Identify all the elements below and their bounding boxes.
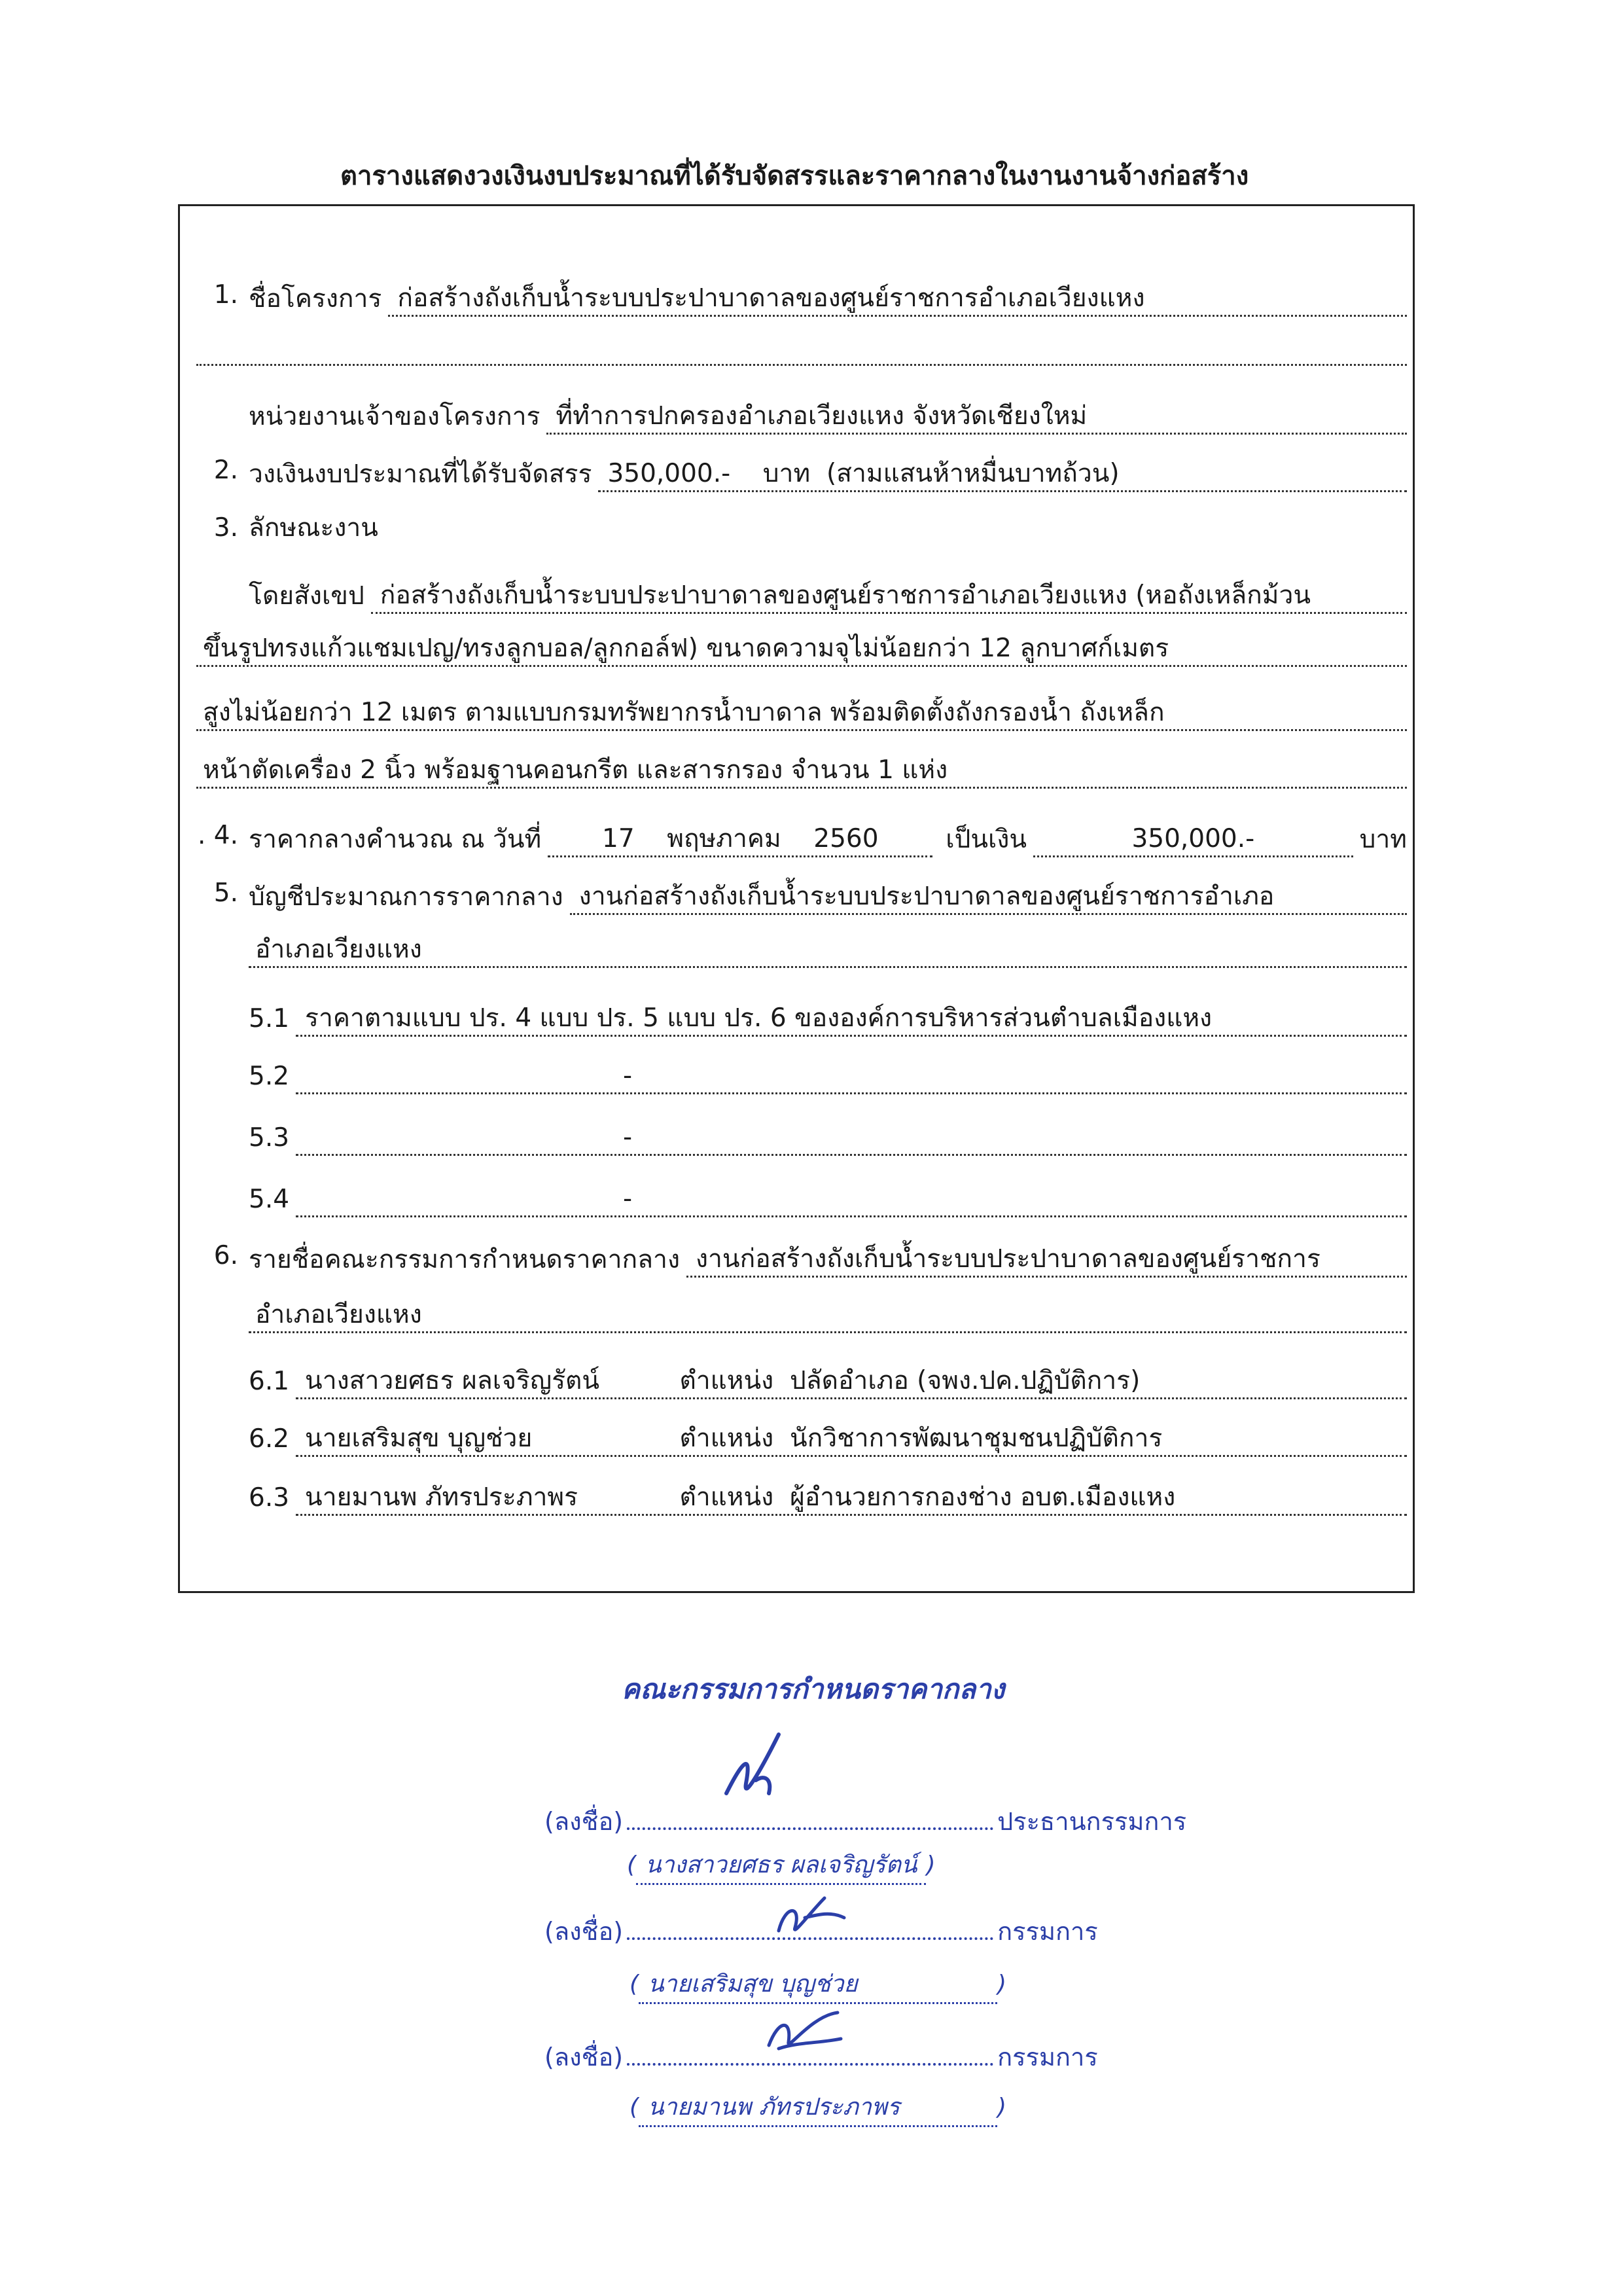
signer-2-sign-label: (ลงชื่อ)	[544, 1917, 624, 1946]
page-title: ตารางแสดงวงเงินงบประมาณที่ได้รับจัดสรรและราคากลางในงานงานจ้างก่อสร้าง	[340, 161, 1249, 191]
signer-1-name-text: นางสาวยศธร ผลเจริญรัตน์	[636, 1846, 926, 1885]
item6-member-2-num: 6.2	[249, 1424, 290, 1454]
item5-sub-3-value: -	[296, 1121, 1407, 1156]
item3-line4	[196, 754, 1407, 793]
item4-amount-label: เป็นเงิน	[946, 825, 1027, 854]
dotted-line	[196, 334, 1407, 366]
item6-member-2-detail	[296, 1422, 1407, 1457]
item6-row	[249, 1238, 1407, 1278]
signature-dots	[627, 2063, 993, 2066]
item5-sub-1	[249, 997, 1407, 1037]
signer-2-signature	[766, 1885, 851, 1944]
signer-3-sign-label: (ลงชื่อ)	[544, 2043, 624, 2072]
item5-value1: งานก่อสร้างถังเก็บน้ำระบบประปาบาดาลของศูนย์ราชการอำเภอ	[570, 880, 1407, 915]
item5-sub-3-num: 5.3	[249, 1123, 290, 1153]
item4-amount: 350,000.-	[1033, 823, 1353, 857]
item4-date	[548, 823, 932, 857]
signer-2-name: ( นายเสริมสุข บุญช่วย )	[629, 1965, 1006, 2004]
item3-desc-line1: ก่อสร้างถังเก็บน้ำระบบประปาบาดาลของศูนย์ราชการอำเภอเวียงแหง (หอถังเหล็กม้วน	[371, 579, 1407, 614]
item6-member-3-position: ผู้อำนวยการกองช่าง อบต.เมืองแหง	[790, 1482, 1176, 1512]
item3-prefix: โดยสังเขป	[249, 581, 364, 611]
signer-1-sign-line	[544, 1801, 1186, 1841]
item1-owner-value: ที่ทำการปกครองอำเภอเวียงแหง จังหวัดเชียงใหม่	[546, 400, 1407, 435]
item6-member-1	[249, 1360, 1407, 1399]
item1-label: ชื่อโครงการ	[249, 284, 382, 314]
item5-label: บัญชีประมาณการราคากลาง	[249, 882, 563, 912]
item1-blank-line	[196, 334, 1407, 373]
signer-1-signature	[707, 1721, 798, 1820]
item4-label: ราคากลางคำนวณ ณ วันที่	[249, 825, 542, 854]
signer-2-role: กรรมการ	[997, 1917, 1098, 1946]
item6-member-1-pos-label: ตำแหน่ง	[679, 1366, 774, 1395]
item5-sub-4-value: -	[296, 1183, 1407, 1217]
item6-member-1-position: ปลัดอำเภอ (จพง.ปค.ปฏิบัติการ)	[790, 1366, 1141, 1395]
item6-number: 6.	[213, 1241, 238, 1270]
item5-line2	[249, 933, 1407, 973]
item5-sub-3	[249, 1117, 1407, 1156]
item6-label: รายชื่อคณะกรรมการกำหนดราคากลาง	[249, 1245, 680, 1274]
item1-owner-row	[249, 395, 1407, 435]
committee-heading: คณะกรรมการกำหนดราคากลาง	[622, 1673, 1005, 1705]
item4-year: 2560	[813, 824, 879, 853]
item6-member-3-pos-label: ตำแหน่ง	[679, 1482, 774, 1512]
item3-label: ลักษณะงาน	[249, 513, 378, 543]
item3-line2	[196, 632, 1407, 672]
item5-sub-2-value: -	[296, 1060, 1407, 1094]
item5-number: 5.	[213, 878, 238, 908]
signer-3-role: กรรมการ	[997, 2043, 1098, 2072]
item5-value2: อำเภอเวียงแหง	[249, 933, 1407, 968]
item3-number: 3.	[213, 513, 238, 543]
item4-unit: บาท	[1359, 825, 1407, 854]
item5-sub-1-num: 5.1	[249, 1004, 290, 1033]
item5-sub-4	[249, 1178, 1407, 1217]
item5-sub-2-num: 5.2	[249, 1062, 290, 1091]
item6-member-2-position: นักวิชาการพัฒนาชุมชนปฏิบัติการ	[790, 1424, 1163, 1453]
item3-line1	[249, 575, 1407, 614]
item4-row	[249, 818, 1407, 857]
item2-amount-value: 350,000.-	[607, 459, 731, 488]
signer-3-signature	[759, 2003, 851, 2062]
signer-1-role: ประธานกรรมการ	[997, 1807, 1187, 1836]
item6-member-1-name: นางสาวยศธร ผลเจริญรัตน์	[305, 1366, 600, 1395]
signer-2-name-text: นายเสริมสุข บุญช่วย	[639, 1965, 997, 2004]
item6-value1: งานก่อสร้างถังเก็บน้ำระบบประปาบาดาลของศูนย์ราชการ	[686, 1243, 1407, 1278]
item6-member-2-pos-label: ตำแหน่ง	[679, 1424, 774, 1453]
item1-project-name-value: ก่อสร้างถังเก็บน้ำระบบประปาบาดาลของศูนย์ราชการอำเภอเวียงแหง	[388, 282, 1407, 317]
item3-desc-line4: หน้าตัดเครื่อง 2 นิ้ว พร้อมฐานคอนกรีต และสารกรอง จำนวน 1 แห่ง	[196, 754, 1407, 789]
signer-3-name: ( นายมานพ ภัทรประภาพร )	[629, 2088, 1006, 2127]
signer-1-sign-label: (ลงชื่อ)	[544, 1807, 624, 1836]
item6-member-2	[249, 1418, 1407, 1457]
item1-project-name-row	[249, 278, 1407, 317]
item6-member-1-num: 6.1	[249, 1367, 290, 1396]
signature-dots	[627, 1827, 993, 1830]
item4-day: 17	[602, 824, 635, 853]
item1-number: 1.	[213, 280, 238, 310]
item2-number: 2.	[213, 456, 238, 485]
signer-3-name-text: นายมานพ ภัทรประภาพร	[639, 2088, 997, 2127]
item3-line3	[196, 696, 1407, 736]
item1-owner-label: หน่วยงานเจ้าของโครงการ	[249, 402, 541, 431]
item2-unit: บาท	[762, 459, 811, 488]
item6-member-3-name: นายมานพ ภัทรประภาพร	[305, 1482, 578, 1512]
item6-line2	[249, 1299, 1407, 1338]
item2-amount	[598, 457, 1407, 492]
item6-member-1-detail	[296, 1365, 1407, 1399]
item6-member-3-num: 6.3	[249, 1483, 290, 1513]
item3-desc-line3: สูงไม่น้อยกว่า 12 เมตร ตามแบบกรมทรัพยากรน้ำบาดาล พร้อมติดตั้งถังกรองน้ำ ถังเหล็ก	[196, 696, 1407, 731]
item4-number: . 4.	[197, 821, 238, 850]
item3-desc-line2: ขึ้นรูปทรงแก้วแชมเปญ/ทรงลูกบอล/ลูกกอล์ฟ) ขนาดความจุไม่น้อยกว่า 12 ลูกบาศก์เมตร	[196, 632, 1407, 667]
item5-sub-1-value: ราคาตามแบบ ปร. 4 แบบ ปร. 5 แบบ ปร. 6 ขององค์การบริหารส่วนตำบลเมืองแหง	[296, 1002, 1407, 1037]
item6-member-2-name: นายเสริมสุข บุญช่วย	[305, 1424, 533, 1453]
item6-member-3-detail	[296, 1481, 1407, 1516]
item6-member-3	[249, 1477, 1407, 1516]
signer-1-name: ( นางสาวยศธร ผลเจริญรัตน์ )	[627, 1846, 935, 1885]
item4-month: พฤษภาคม	[667, 824, 781, 853]
item5-sub-4-num: 5.4	[249, 1185, 290, 1214]
item2-label: วงเงินงบประมาณที่ได้รับจัดสรร	[249, 459, 592, 489]
item5-row	[249, 876, 1407, 915]
item6-value2: อำเภอเวียงแหง	[249, 1299, 1407, 1333]
item5-sub-2	[249, 1055, 1407, 1094]
item2-amount-words: (สามแสนห้าหมื่นบาทถ้วน)	[826, 459, 1120, 488]
item2-budget-row	[249, 453, 1407, 492]
